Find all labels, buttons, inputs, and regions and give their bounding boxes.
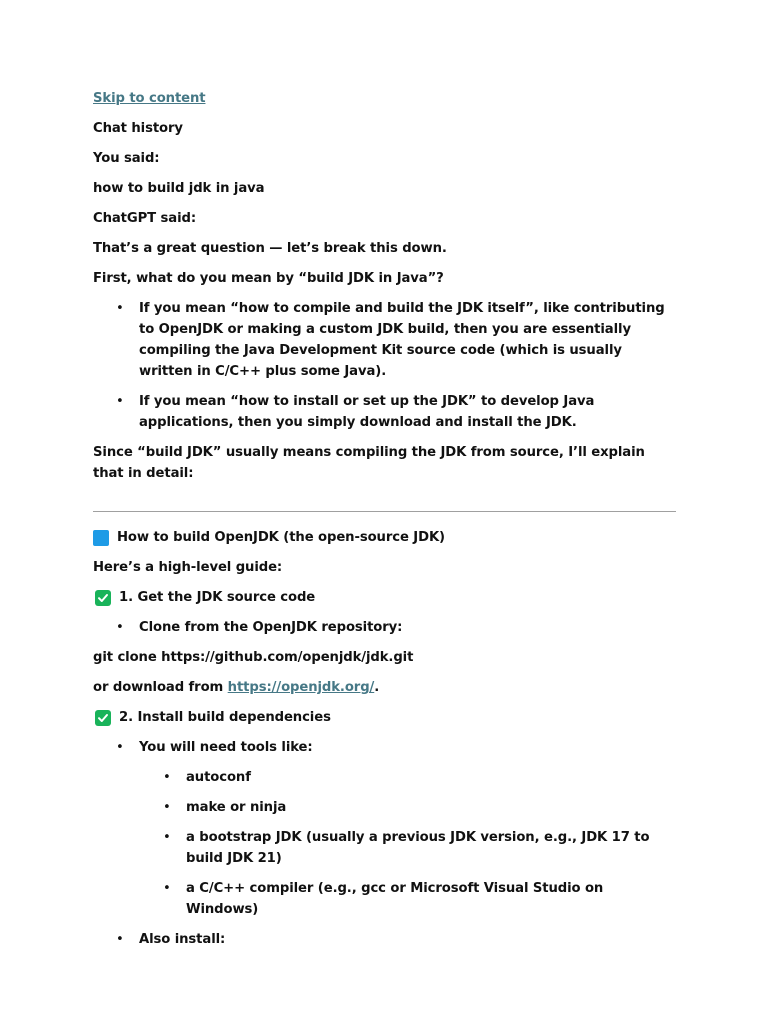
intro-text: That’s a great question — let’s break this down. (93, 241, 447, 256)
list-item: • If you mean “how to compile and build the JDK itself”, like contributing to OpenJDK or making a custom JDK build, then you are essentially compiling the Java Development Kit source code (which is usually written in C/C++ plus some Java). (139, 298, 676, 382)
list-item: • If you mean “how to install or set up the JDK” to develop Java applications, then you simply download and install the JDK. (139, 391, 676, 433)
step2-heading (93, 707, 676, 728)
chat-history-label: Chat history (93, 121, 183, 136)
list-item: • autoconf (186, 767, 676, 788)
section-divider (93, 511, 676, 512)
list-item: • a C/C++ compiler (e.g., gcc or Microsoft Visual Studio on Windows) (186, 878, 676, 920)
meanings-list (93, 298, 676, 433)
assistant-label: ChatGPT said: (93, 211, 197, 226)
git-clone-command: git clone https://github.com/openjdk/jdk.git (93, 650, 414, 665)
download-line (93, 677, 676, 698)
list-item: • You will need tools like: (139, 737, 676, 758)
step2-list (93, 737, 676, 758)
download-prefix: or download from (93, 680, 228, 695)
skip-to-content-row (93, 88, 676, 109)
step1-heading (93, 587, 676, 608)
user-question: how to build jdk in java (93, 181, 265, 196)
list-item: • Clone from the OpenJDK repository: (139, 617, 676, 638)
tools-list (93, 767, 676, 920)
step2-title: 2. Install build dependencies (119, 710, 331, 725)
download-suffix: . (374, 680, 380, 695)
section-heading (93, 527, 676, 548)
since-text: Since “build JDK” usually means compiling the JDK from source, I’ll explain that in detail: (93, 445, 645, 481)
skip-to-content-link[interactable]: Skip to content (93, 91, 206, 106)
list-item: • a bootstrap JDK (usually a previous JDK version, e.g., JDK 17 to build JDK 21) (186, 827, 676, 869)
check-mark-icon (95, 590, 111, 606)
guide-intro: Here’s a high-level guide: (93, 560, 283, 575)
also-install-list (93, 929, 676, 950)
clarify-question: First, what do you mean by “build JDK in Java”? (93, 271, 444, 286)
you-said-label: You said: (93, 151, 160, 166)
blue-square-icon (93, 530, 109, 546)
list-item: • Also install: (139, 929, 676, 950)
check-mark-icon (95, 710, 111, 726)
list-item: • make or ninja (186, 797, 676, 818)
step1-list (93, 617, 676, 638)
section-heading-text: How to build OpenJDK (the open-source JDK) (117, 530, 445, 545)
step1-title: 1. Get the JDK source code (119, 590, 316, 605)
openjdk-link[interactable]: https://openjdk.org/ (227, 680, 375, 695)
